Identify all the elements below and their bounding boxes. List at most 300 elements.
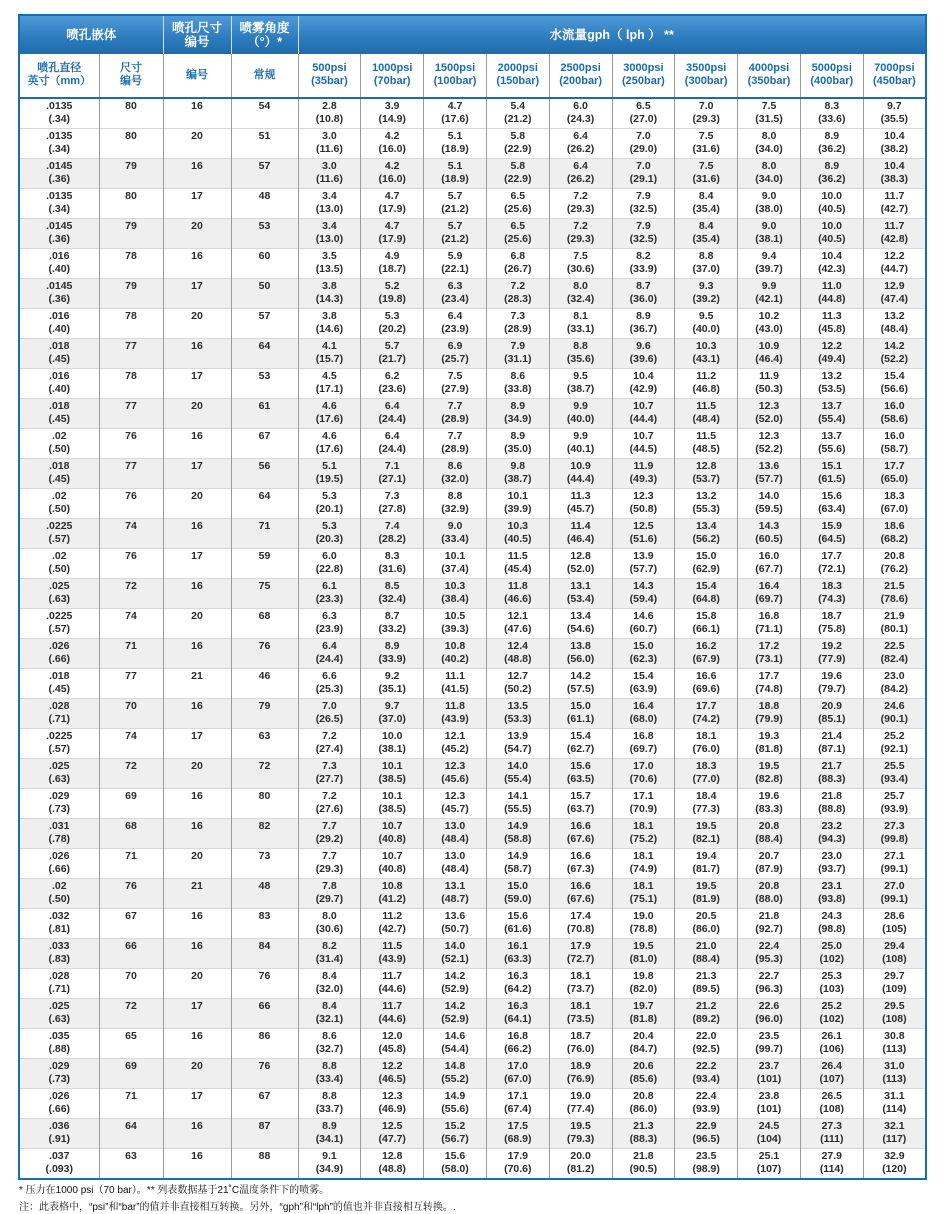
table-cell: 12.2 (49.4) [800,339,863,369]
table-cell: 18.7 (75.8) [800,609,863,639]
table-row [19,849,926,879]
table-cell: 31.0 (113) [863,1059,926,1089]
table-cell: 3.8 (14.3) [298,279,361,309]
subheader-orifice-diameter [19,54,99,98]
table-cell: 13.2 (48.4) [863,309,926,339]
table-cell: 31.1 (114) [863,1089,926,1119]
table-cell: 68 [99,819,163,849]
table-cell: 72 [231,759,298,789]
table-cell: 15.1 (61.5) [800,459,863,489]
table-cell: 12.3 (52.2) [738,429,801,459]
table-cell: 19.5 (79.3) [549,1119,612,1149]
pressure-psi: 5000psi [811,62,852,74]
table-cell: 26.4 (107) [800,1059,863,1089]
table-row [19,639,926,669]
table-cell: 8.8 (33.7) [298,1089,361,1119]
table-cell: 14.9 (58.7) [486,849,549,879]
table-cell: 7.7 (29.3) [298,849,361,879]
table-cell: .0145 (.36) [19,159,99,189]
table-cell: 15.0 (61.1) [549,699,612,729]
table-cell: 20 [163,309,231,339]
table-row [19,189,926,219]
table-cell: 20 [163,219,231,249]
table-cell: 69 [99,789,163,819]
table-cell: 18.4 (77.3) [675,789,738,819]
table-cell: 19.4 (81.7) [675,849,738,879]
table-row [19,1029,926,1059]
table-cell: 5.8 (22.9) [486,129,549,159]
table-cell: 16 [163,579,231,609]
table-cell: 19.8 (82.0) [612,969,675,999]
table-cell: 76 [231,969,298,999]
table-row [19,729,926,759]
table-cell: 14.9 (58.8) [486,819,549,849]
table-cell: 16.4 (68.0) [612,699,675,729]
table-cell: 79 [99,219,163,249]
table-cell: 22.7 (96.3) [738,969,801,999]
table-cell: 18.1 (75.2) [612,819,675,849]
table-cell: 71 [231,519,298,549]
header-flow-rate-label: 水流量gph（ lph ） ** [549,28,674,42]
table-cell: 4.2 (16.0) [361,129,424,159]
table-cell: 8.0 (30.6) [298,909,361,939]
table-cell: 16 [163,699,231,729]
table-cell: .026 (.66) [19,639,99,669]
table-cell: 7.3 (28.9) [486,309,549,339]
table-cell: 7.2 (29.3) [549,219,612,249]
table-cell: 22.4 (93.9) [675,1089,738,1119]
pressure-psi: 2000psi [497,62,538,74]
table-row [19,879,926,909]
table-cell: 63 [231,729,298,759]
table-cell: 74 [99,519,163,549]
table-cell: .028 (.71) [19,969,99,999]
table-cell: 12.1 (47.6) [486,609,549,639]
table-cell: 32.1 (117) [863,1119,926,1149]
table-cell: 7.0 (29.1) [612,159,675,189]
table-cell: 7.2 (29.3) [549,189,612,219]
table-cell: 16 [163,98,231,129]
table-cell: 23.5 (98.9) [675,1149,738,1180]
table-cell: 16 [163,1119,231,1149]
subheader-pressure [863,54,926,98]
table-cell: 71 [99,1089,163,1119]
table-cell: 5.4 (21.2) [486,98,549,129]
table-cell: 20 [163,609,231,639]
table-cell: 5.7 (21.2) [424,189,487,219]
table-row [19,369,926,399]
table-cell: 21.4 (87.1) [800,729,863,759]
table-cell: 8.1 (33.1) [549,309,612,339]
table-cell: 10.7 (44.4) [612,399,675,429]
table-cell: 16.2 (67.9) [675,639,738,669]
table-cell: 64 [99,1119,163,1149]
table-cell: 8.8 (33.4) [298,1059,361,1089]
table-cell: 8.4 (32.1) [298,999,361,1029]
table-cell: 25.5 (93.4) [863,759,926,789]
table-cell: 72 [99,759,163,789]
table-cell: 51 [231,129,298,159]
table-cell: 5.3 (20.3) [298,519,361,549]
table-cell: 7.2 (28.3) [486,279,549,309]
table-cell: 8.0 (34.0) [738,129,801,159]
table-cell: 16 [163,819,231,849]
table-cell: .029 (.73) [19,789,99,819]
table-cell: 17.7 (65.0) [863,459,926,489]
table-cell: 6.4 (24.4) [298,639,361,669]
table-cell: 8.9 (36.2) [800,129,863,159]
table-cell: 8.8 (37.0) [675,249,738,279]
table-cell: 53 [231,219,298,249]
table-cell: 12.0 (45.8) [361,1029,424,1059]
table-cell: 9.9 (42.1) [738,279,801,309]
table-cell: 12.8 (53.7) [675,459,738,489]
table-cell: 7.7 (28.9) [424,399,487,429]
table-cell: 19.2 (77.9) [800,639,863,669]
table-cell: 17.7 (74.2) [675,699,738,729]
table-cell: 10.2 (43.0) [738,309,801,339]
subheader-pressure [424,54,487,98]
table-cell: 48 [231,189,298,219]
table-cell: 70 [99,969,163,999]
group-header-row [19,15,926,54]
table-cell: 16 [163,519,231,549]
table-cell: 10.1 (38.5) [361,789,424,819]
table-cell: 6.0 (24.3) [549,98,612,129]
table-cell: 7.2 (27.6) [298,789,361,819]
table-cell: 15.4 (56.6) [863,369,926,399]
table-cell: 29.5 (108) [863,999,926,1029]
table-cell: 11.9 (49.3) [612,459,675,489]
table-cell: 61 [231,399,298,429]
pressure-psi: 3500psi [686,62,727,74]
table-cell: 13.7 (55.4) [800,399,863,429]
table-cell: 67 [231,429,298,459]
table-cell: 19.5 (82.8) [738,759,801,789]
table-cell: 20 [163,1059,231,1089]
table-cell: 13.5 (53.3) [486,699,549,729]
table-cell: 11.2 (46.8) [675,369,738,399]
pressure-bar: (450bar) [872,75,916,87]
header-spray-angle [231,15,298,54]
table-cell: 14.2 (52.9) [424,969,487,999]
table-cell: 7.5 (31.5) [738,98,801,129]
table-row [19,579,926,609]
table-cell: 60 [231,249,298,279]
table-cell: 7.3 (27.7) [298,759,361,789]
table-cell: 17 [163,999,231,1029]
table-cell: 19.6 (79.7) [800,669,863,699]
table-cell: 27.0 (99.1) [863,879,926,909]
table-cell: 8.6 (32.0) [424,459,487,489]
table-cell: 7.5 (30.6) [549,249,612,279]
pressure-bar: (400bar) [810,75,854,87]
table-cell: 16 [163,1149,231,1180]
table-row [19,699,926,729]
pressure-psi: 3000psi [623,62,664,74]
pressure-bar: (70bar) [373,75,411,87]
table-cell: 13.2 (53.5) [800,369,863,399]
table-cell: 5.1 (18.9) [424,159,487,189]
table-cell: 4.6 (17.6) [298,429,361,459]
table-cell: 14.3 (59.4) [612,579,675,609]
table-cell: .032 (.81) [19,909,99,939]
table-cell: 7.7 (28.9) [424,429,487,459]
table-cell: 13.7 (55.6) [800,429,863,459]
table-cell: 79 [231,699,298,729]
table-cell: 25.7 (93.9) [863,789,926,819]
table-row [19,1149,926,1180]
table-cell: 59 [231,549,298,579]
table-cell: 15.6 (61.6) [486,909,549,939]
table-cell: 14.0 (59.5) [738,489,801,519]
table-cell: 11.3 (45.7) [549,489,612,519]
table-row [19,519,926,549]
pressure-psi: 1500psi [434,62,476,74]
table-cell: 25.2 (92.1) [863,729,926,759]
table-cell: .031 (.78) [19,819,99,849]
table-cell: 19.7 (81.8) [612,999,675,1029]
table-cell: 9.7 (35.5) [863,98,926,129]
table-cell: 17.0 (70.6) [612,759,675,789]
table-cell: 5.1 (19.5) [298,459,361,489]
table-row [19,429,926,459]
table-cell: 9.6 (39.6) [612,339,675,369]
table-cell: 16.1 (63.3) [486,939,549,969]
table-cell: 21.3 (88.3) [612,1119,675,1149]
table-cell: 4.7 (17.9) [361,189,424,219]
table-row [19,1089,926,1119]
table-cell: 17.1 (70.9) [612,789,675,819]
table-cell: 12.3 (46.9) [361,1089,424,1119]
table-cell: 9.5 (40.0) [675,309,738,339]
table-row [19,819,926,849]
table-cell: 76 [99,549,163,579]
table-cell: 15.0 (62.3) [612,639,675,669]
pressure-psi: 4000psi [748,62,790,74]
table-cell: 14.2 (52.2) [863,339,926,369]
table-cell: 20.5 (86.0) [675,909,738,939]
table-cell: .033 (.83) [19,939,99,969]
table-cell: 68 [231,609,298,639]
table-cell: 18.6 (68.2) [863,519,926,549]
table-cell: 78 [99,309,163,339]
table-cell: 4.7 (17.9) [361,219,424,249]
subheader-pressure [549,54,612,98]
table-cell: 21.0 (88.4) [675,939,738,969]
table-cell: 12.4 (48.8) [486,639,549,669]
table-cell: 15.0 (62.9) [675,549,738,579]
table-cell: 6.4 (24.4) [361,429,424,459]
table-cell: .016 (.40) [19,369,99,399]
table-cell: 10.0 (40.5) [800,219,863,249]
table-cell: 66 [231,999,298,1029]
table-cell: 7.0 (29.0) [612,129,675,159]
table-cell: 4.2 (16.0) [361,159,424,189]
table-cell: 18.1 (73.5) [549,999,612,1029]
table-cell: 8.4 (32.0) [298,969,361,999]
table-cell: 15.4 (62.7) [549,729,612,759]
table-cell: 9.0 (38.0) [738,189,801,219]
table-cell: 48 [231,879,298,909]
table-cell: 3.5 (13.5) [298,249,361,279]
table-cell: 12.9 (47.4) [863,279,926,309]
table-cell: .026 (.66) [19,849,99,879]
table-cell: 7.5 (31.6) [675,129,738,159]
table-cell: 7.3 (27.8) [361,489,424,519]
table-cell: 72 [99,999,163,1029]
table-cell: 7.9 (32.5) [612,219,675,249]
table-cell: 8.9 (33.9) [361,639,424,669]
table-cell: 74 [99,609,163,639]
table-cell: 7.9 (31.1) [486,339,549,369]
table-cell: 3.4 (13.0) [298,189,361,219]
table-cell: 12.7 (50.2) [486,669,549,699]
table-cell: 22.0 (92.5) [675,1029,738,1059]
subheader-pressure [612,54,675,98]
table-cell: 10.7 (44.5) [612,429,675,459]
table-cell: 6.4 (26.2) [549,129,612,159]
table-cell: 15.2 (56.7) [424,1119,487,1149]
table-cell: 23.5 (99.7) [738,1029,801,1059]
table-cell: 76 [99,429,163,459]
table-cell: 7.7 (29.2) [298,819,361,849]
table-cell: 3.8 (14.6) [298,309,361,339]
pressure-bar: (35bar) [311,75,348,87]
table-cell: 11.0 (44.8) [800,279,863,309]
table-cell: 76 [231,1059,298,1089]
table-cell: 25.0 (102) [800,939,863,969]
table-cell: 13.0 (48.4) [424,819,487,849]
table-cell: 16.6 (67.6) [549,819,612,849]
table-cell: 10.9 (44.4) [549,459,612,489]
table-cell: 23.0 (93.7) [800,849,863,879]
table-cell: 11.5 (48.5) [675,429,738,459]
table-cell: 13.9 (57.7) [612,549,675,579]
table-row [19,789,926,819]
table-cell: 87 [231,1119,298,1149]
table-cell: 12.3 (52.0) [738,399,801,429]
table-cell: 17 [163,369,231,399]
table-cell: 67 [231,1089,298,1119]
table-cell: 88 [231,1149,298,1180]
table-cell: 80 [99,189,163,219]
table-cell: 9.7 (37.0) [361,699,424,729]
table-cell: 19.5 (81.0) [612,939,675,969]
subheader-size-number [99,54,163,98]
table-cell: 16.4 (69.7) [738,579,801,609]
footnote-1: * 压力在1000 psi（70 bar）。** 列表数据基于21˚C温度条件下的喷雾。 [19,1185,330,1196]
table-cell: .018 (.45) [19,669,99,699]
table-cell: 12.8 (52.0) [549,549,612,579]
table-cell: .0225 (.57) [19,519,99,549]
table-cell: 10.7 (40.8) [361,819,424,849]
table-cell: 15.6 (58.0) [424,1149,487,1180]
table-cell: 9.9 (40.1) [549,429,612,459]
table-cell: 17 [163,549,231,579]
table-cell: 8.7 (33.2) [361,609,424,639]
header-nozzle-insert-label: 喷孔嵌体 [66,28,117,42]
table-cell: 5.3 (20.2) [361,309,424,339]
table-cell: 17 [163,729,231,759]
table-row [19,609,926,639]
table-cell: 18.8 (79.9) [738,699,801,729]
table-cell: 19.3 (81.8) [738,729,801,759]
table-cell: 5.9 (22.1) [424,249,487,279]
table-cell: 20.8 (76.2) [863,549,926,579]
table-cell: .025 (.63) [19,759,99,789]
table-cell: 21.9 (80.1) [863,609,926,639]
table-cell: 9.8 (38.7) [486,459,549,489]
table-cell: 20.8 (88.0) [738,879,801,909]
table-cell: 29.4 (108) [863,939,926,969]
table-cell: 86 [231,1029,298,1059]
table-cell: 4.1 (15.7) [298,339,361,369]
table-cell: 79 [99,159,163,189]
table-cell: 24.6 (90.1) [863,699,926,729]
table-cell: 13.2 (55.3) [675,489,738,519]
table-cell: 14.0 (55.4) [486,759,549,789]
table-cell: 12.3 (45.6) [424,759,487,789]
table-cell: 11.9 (50.3) [738,369,801,399]
table-cell: 16 [163,639,231,669]
subheader-text: 英寸（mm） [27,75,92,87]
table-cell: 18.3 (74.3) [800,579,863,609]
table-cell: 26.1 (106) [800,1029,863,1059]
table-cell: 18.1 (74.9) [612,849,675,879]
table-cell: 16.3 (64.1) [486,999,549,1029]
table-cell: 18.1 (76.0) [675,729,738,759]
table-cell: 20 [163,129,231,159]
table-cell: 14.2 (57.5) [549,669,612,699]
table-cell: 8.9 (34.1) [298,1119,361,1149]
table-cell: 8.5 (32.4) [361,579,424,609]
table-cell: 9.0 (33.4) [424,519,487,549]
table-cell: .02 (.50) [19,489,99,519]
table-cell: 32.9 (120) [863,1149,926,1180]
table-cell: 18.1 (73.7) [549,969,612,999]
table-cell: 10.4 (38.3) [863,159,926,189]
subheader-pressure [675,54,738,98]
table-cell: 10.0 (38.1) [361,729,424,759]
table-cell: 70 [99,699,163,729]
table-cell: 4.7 (17.6) [424,98,487,129]
table-cell: 22.4 (95.3) [738,939,801,969]
table-cell: 79 [99,279,163,309]
table-cell: 4.9 (18.7) [361,249,424,279]
table-cell: 11.7 (42.8) [863,219,926,249]
table-cell: 66 [99,939,163,969]
table-row [19,969,926,999]
table-cell: 20.8 (86.0) [612,1089,675,1119]
table-cell: 67 [99,909,163,939]
table-cell: 24.5 (104) [738,1119,801,1149]
table-cell: 6.3 (23.9) [298,609,361,639]
table-cell: 10.4 (38.2) [863,129,926,159]
header-orifice-line1: 喷孔尺寸 [172,21,223,35]
table-cell: 6.6 (25.3) [298,669,361,699]
table-cell: 11.1 (41.5) [424,669,487,699]
subheader-text: 喷孔直径 [37,62,82,74]
table-cell: 8.6 (33.8) [486,369,549,399]
table-cell: 8.8 (32.9) [424,489,487,519]
table-cell: .037 (.093) [19,1149,99,1180]
table-cell: 12.2 (44.7) [863,249,926,279]
table-cell: 10.9 (46.4) [738,339,801,369]
table-cell: 16 [163,939,231,969]
table-cell: 11.5 (45.4) [486,549,549,579]
table-cell: .0225 (.57) [19,729,99,759]
